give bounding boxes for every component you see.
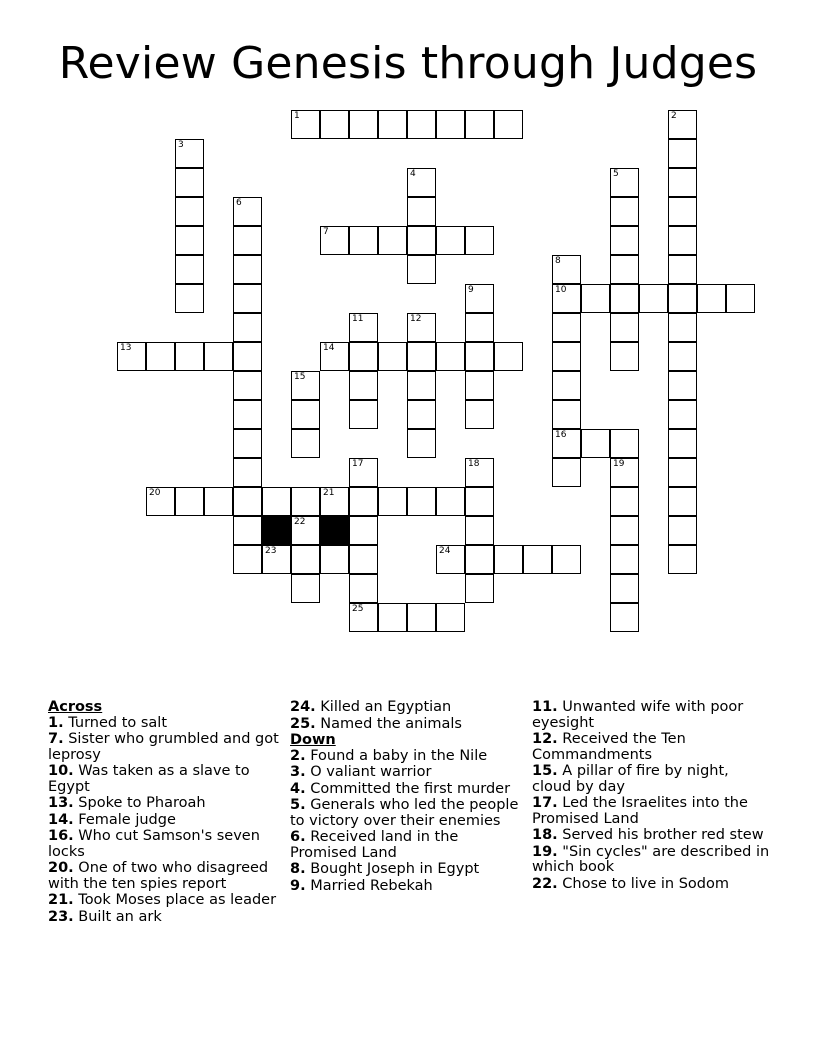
crossword-cell[interactable] bbox=[407, 342, 436, 371]
crossword-cell[interactable] bbox=[320, 110, 349, 139]
clue-item-text: Who cut Samson's seven locks bbox=[48, 828, 260, 860]
clue-number: 24 bbox=[439, 546, 451, 556]
crossword-cell[interactable] bbox=[436, 342, 465, 371]
crossword-cell[interactable] bbox=[407, 313, 436, 342]
crossword-cell[interactable] bbox=[349, 574, 378, 603]
crossword-cell[interactable] bbox=[349, 342, 378, 371]
clue-item-text: Married Rebekah bbox=[310, 877, 433, 894]
crossword-cell[interactable] bbox=[465, 516, 494, 545]
crossword-cell[interactable] bbox=[349, 516, 378, 545]
crossword-cell[interactable] bbox=[349, 487, 378, 516]
clue-item-text: Took Moses place as leader bbox=[78, 892, 277, 908]
clue-item-text: Served his brother red stew bbox=[562, 827, 764, 843]
crossword-cell[interactable] bbox=[349, 400, 378, 429]
crossword-cell[interactable] bbox=[204, 487, 233, 516]
clue-item-text: Spoke to Pharoah bbox=[78, 795, 206, 811]
crossword-cell[interactable] bbox=[204, 342, 233, 371]
clue-number: 22 bbox=[294, 517, 306, 527]
clue-item bbox=[290, 700, 522, 716]
crossword-cell[interactable] bbox=[262, 487, 291, 516]
crossword-cell[interactable] bbox=[668, 110, 697, 139]
clue-item-text: Chose to live in Sodom bbox=[562, 875, 730, 892]
clue-item-number: 20. bbox=[48, 860, 74, 876]
crossword-cell[interactable] bbox=[233, 284, 262, 313]
crossword-cell[interactable] bbox=[291, 110, 320, 139]
crossword-cell[interactable] bbox=[175, 197, 204, 226]
crossword-cell[interactable] bbox=[233, 313, 262, 342]
clue-item-text: Turned to salt bbox=[68, 714, 168, 731]
crossword-cell[interactable] bbox=[436, 603, 465, 632]
clue-number: 5 bbox=[613, 169, 619, 179]
crossword-cell[interactable] bbox=[494, 342, 523, 371]
crossword-cell[interactable] bbox=[552, 255, 581, 284]
crossword-cell[interactable] bbox=[349, 371, 378, 400]
clue-number: 25 bbox=[352, 604, 364, 614]
crossword-cell[interactable] bbox=[668, 458, 697, 487]
crossword-cell[interactable] bbox=[610, 603, 639, 632]
crossword-cell[interactable] bbox=[407, 255, 436, 284]
crossword-cell[interactable] bbox=[407, 603, 436, 632]
crossword-cell[interactable] bbox=[668, 197, 697, 226]
clue-item bbox=[290, 765, 522, 781]
crossword-cell[interactable] bbox=[175, 284, 204, 313]
clue-item-number: 21. bbox=[48, 892, 74, 908]
clue-item bbox=[48, 813, 280, 829]
crossword-cell[interactable] bbox=[436, 110, 465, 139]
clue-item-text: One of two who disagreed with the ten spies report bbox=[48, 860, 269, 892]
clue-item bbox=[48, 910, 280, 926]
crossword-cell[interactable] bbox=[610, 429, 639, 458]
crossword-cell[interactable] bbox=[320, 342, 349, 371]
clue-item-text: Led the Israelites into the Promised Land bbox=[532, 795, 748, 827]
crossword-cell[interactable] bbox=[668, 371, 697, 400]
clue-number: 13 bbox=[120, 343, 132, 353]
crossword-cell[interactable] bbox=[320, 487, 349, 516]
crossword-cell[interactable] bbox=[610, 168, 639, 197]
crossword-cell[interactable] bbox=[349, 313, 378, 342]
crossword-cell[interactable] bbox=[610, 574, 639, 603]
clue-item-text: "Sin cycles" are described in which book bbox=[532, 843, 770, 875]
crossword-cell[interactable] bbox=[175, 226, 204, 255]
crossword-cell[interactable] bbox=[349, 226, 378, 255]
crossword-cell[interactable] bbox=[291, 545, 320, 574]
clue-item-number: 12. bbox=[532, 731, 558, 747]
clue-item-number: 18. bbox=[532, 827, 558, 843]
clue-item-number: 24. bbox=[290, 699, 316, 715]
clue-column-2 bbox=[290, 700, 522, 895]
clue-item bbox=[290, 879, 522, 895]
across-heading: Across bbox=[48, 699, 103, 715]
clue-item-text: Generals who led the people to victory over their enemies bbox=[290, 797, 519, 829]
crossword-cell[interactable] bbox=[233, 226, 262, 255]
clue-number: 4 bbox=[410, 169, 416, 179]
crossword-cell[interactable] bbox=[552, 545, 581, 574]
crossword-cell[interactable] bbox=[233, 342, 262, 371]
clue-item-text: Sister who grumbled and got leprosy bbox=[48, 731, 279, 763]
crossword-cell[interactable] bbox=[146, 342, 175, 371]
clue-item bbox=[532, 764, 772, 795]
crossword-cell[interactable] bbox=[233, 516, 262, 545]
crossword-cell[interactable] bbox=[233, 371, 262, 400]
clue-item bbox=[48, 829, 280, 860]
clue-item bbox=[48, 732, 280, 763]
clue-item-text: A pillar of fire by night, cloud by day bbox=[532, 763, 729, 795]
crossword-cell[interactable] bbox=[436, 487, 465, 516]
crossword-cell[interactable] bbox=[639, 284, 668, 313]
clue-number: 19 bbox=[613, 459, 625, 469]
crossword-cell[interactable] bbox=[291, 487, 320, 516]
crossword-cell[interactable] bbox=[668, 313, 697, 342]
clue-number: 11 bbox=[352, 314, 364, 324]
crossword-cell[interactable] bbox=[407, 429, 436, 458]
crossword-cell[interactable] bbox=[552, 429, 581, 458]
crossword-cell[interactable] bbox=[407, 400, 436, 429]
clue-item bbox=[290, 798, 522, 829]
crossword-cell[interactable] bbox=[233, 458, 262, 487]
clue-number: 1 bbox=[294, 111, 300, 121]
clue-item-text: Found a baby in the Nile bbox=[310, 747, 488, 764]
crossword-cell[interactable] bbox=[407, 110, 436, 139]
clue-item-text: Built an ark bbox=[78, 908, 162, 925]
crossword-cell[interactable] bbox=[378, 226, 407, 255]
crossword-cell[interactable] bbox=[668, 516, 697, 545]
clue-item bbox=[532, 877, 772, 893]
crossword-cell[interactable] bbox=[610, 255, 639, 284]
crossword-cell[interactable] bbox=[668, 226, 697, 255]
crossword-cell[interactable] bbox=[175, 487, 204, 516]
clue-item-number: 13. bbox=[48, 795, 74, 811]
clue-item-number: 15. bbox=[532, 763, 558, 779]
crossword-cell[interactable] bbox=[407, 487, 436, 516]
clue-item-number: 7. bbox=[48, 731, 64, 747]
crossword-cell[interactable] bbox=[552, 284, 581, 313]
clue-item-number: 1. bbox=[48, 714, 64, 731]
black-cell bbox=[320, 516, 349, 545]
crossword-cell[interactable] bbox=[465, 487, 494, 516]
clue-number: 21 bbox=[323, 488, 335, 498]
crossword-cell[interactable] bbox=[668, 139, 697, 168]
crossword-cell[interactable] bbox=[436, 545, 465, 574]
clue-number: 12 bbox=[410, 314, 422, 324]
clue-number: 8 bbox=[555, 256, 561, 266]
crossword-cell[interactable] bbox=[378, 342, 407, 371]
clue-item-text: Was taken as a slave to Egypt bbox=[48, 763, 250, 795]
crossword-cell[interactable] bbox=[610, 545, 639, 574]
crossword-cell[interactable] bbox=[291, 371, 320, 400]
clue-item bbox=[48, 716, 280, 732]
clue-item bbox=[48, 796, 280, 812]
clue-item bbox=[290, 830, 522, 861]
crossword-cell[interactable] bbox=[668, 429, 697, 458]
clue-item bbox=[532, 828, 772, 844]
crossword-cell[interactable] bbox=[233, 197, 262, 226]
crossword-cell[interactable] bbox=[233, 545, 262, 574]
clue-item-number: 8. bbox=[290, 861, 306, 877]
crossword-cell[interactable] bbox=[552, 371, 581, 400]
crossword-cell[interactable] bbox=[668, 400, 697, 429]
clue-item-text: Unwanted wife with poor eyesight bbox=[532, 699, 744, 731]
clue-number: 23 bbox=[265, 546, 277, 556]
crossword-cell[interactable] bbox=[291, 574, 320, 603]
crossword-cell[interactable] bbox=[668, 284, 697, 313]
crossword-cell[interactable] bbox=[233, 487, 262, 516]
crossword-cell[interactable] bbox=[552, 342, 581, 371]
down-heading: Down bbox=[290, 732, 336, 748]
crossword-cell[interactable] bbox=[465, 342, 494, 371]
crossword-cell[interactable] bbox=[465, 574, 494, 603]
clue-item-number: 14. bbox=[48, 811, 74, 828]
crossword-cell[interactable] bbox=[610, 284, 639, 313]
crossword-cell[interactable] bbox=[494, 545, 523, 574]
clue-number: 16 bbox=[555, 430, 567, 440]
crossword-cell[interactable] bbox=[320, 226, 349, 255]
crossword-cell[interactable] bbox=[407, 197, 436, 226]
crossword-cell[interactable] bbox=[552, 458, 581, 487]
crossword-cell[interactable] bbox=[378, 487, 407, 516]
crossword-cell[interactable] bbox=[349, 110, 378, 139]
crossword-cell[interactable] bbox=[233, 255, 262, 284]
crossword-cell[interactable] bbox=[320, 545, 349, 574]
crossword-cell[interactable] bbox=[610, 226, 639, 255]
crossword-cell[interactable] bbox=[465, 110, 494, 139]
clue-number: 7 bbox=[323, 227, 329, 237]
clue-item-number: 16. bbox=[48, 828, 74, 844]
clue-number: 3 bbox=[178, 140, 184, 150]
clue-item-number: 2. bbox=[290, 747, 306, 764]
clue-item-number: 4. bbox=[290, 780, 306, 797]
crossword-cell[interactable] bbox=[291, 400, 320, 429]
crossword-cell[interactable] bbox=[668, 168, 697, 197]
crossword-cell[interactable] bbox=[407, 371, 436, 400]
crossword-cell[interactable] bbox=[581, 429, 610, 458]
crossword-cell[interactable] bbox=[349, 458, 378, 487]
crossword-cell[interactable] bbox=[436, 226, 465, 255]
clue-item bbox=[532, 732, 772, 763]
clue-item-number: 19. bbox=[532, 843, 558, 860]
clue-item-number: 25. bbox=[290, 715, 316, 732]
crossword-cell[interactable] bbox=[175, 168, 204, 197]
clue-number: 17 bbox=[352, 459, 364, 469]
crossword-cell[interactable] bbox=[668, 487, 697, 516]
crossword-cell[interactable] bbox=[465, 400, 494, 429]
clue-item-number: 9. bbox=[290, 877, 306, 894]
clue-number: 2 bbox=[671, 111, 677, 121]
crossword-cell[interactable] bbox=[465, 226, 494, 255]
page-title: Review Genesis through Judges bbox=[58, 38, 758, 89]
clue-item-number: 23. bbox=[48, 908, 74, 925]
crossword-cell[interactable] bbox=[465, 458, 494, 487]
crossword-cell[interactable] bbox=[175, 255, 204, 284]
crossword-cell[interactable] bbox=[610, 516, 639, 545]
crossword-cell[interactable] bbox=[465, 313, 494, 342]
clue-item-text: O valiant warrior bbox=[310, 764, 432, 780]
clue-item-text: Female judge bbox=[78, 811, 176, 828]
crossword-cell[interactable] bbox=[610, 197, 639, 226]
clue-number: 14 bbox=[323, 343, 335, 353]
crossword-cell[interactable] bbox=[668, 255, 697, 284]
black-cell bbox=[262, 516, 291, 545]
clue-number: 20 bbox=[149, 488, 161, 498]
crossword-cell[interactable] bbox=[523, 545, 552, 574]
crossword-cell[interactable] bbox=[117, 342, 146, 371]
clue-number: 10 bbox=[555, 285, 567, 295]
clue-item-text: Committed the first murder bbox=[310, 780, 511, 797]
crossword-cell[interactable] bbox=[668, 342, 697, 371]
crossword-cell[interactable] bbox=[291, 516, 320, 545]
clue-item-number: 22. bbox=[532, 875, 558, 892]
clue-item bbox=[48, 764, 280, 795]
clue-item-number: 17. bbox=[532, 795, 558, 811]
crossword-cell[interactable] bbox=[668, 545, 697, 574]
clue-item bbox=[290, 717, 522, 733]
clue-item-text: Killed an Egyptian bbox=[320, 699, 452, 715]
clue-item bbox=[48, 861, 280, 892]
clue-item bbox=[290, 782, 522, 798]
clue-number: 15 bbox=[294, 372, 306, 382]
crossword-cell[interactable] bbox=[349, 603, 378, 632]
crossword-cell[interactable] bbox=[465, 284, 494, 313]
crossword-cell[interactable] bbox=[378, 603, 407, 632]
crossword-cell[interactable] bbox=[726, 284, 755, 313]
clue-item bbox=[532, 796, 772, 827]
crossword-cell[interactable] bbox=[146, 487, 175, 516]
clue-item bbox=[290, 749, 522, 765]
crossword-cell[interactable] bbox=[494, 110, 523, 139]
clue-number: 6 bbox=[236, 198, 242, 208]
crossword-cell[interactable] bbox=[610, 313, 639, 342]
crossword-cell[interactable] bbox=[262, 545, 291, 574]
clue-item bbox=[532, 845, 772, 876]
clue-item bbox=[532, 700, 772, 731]
clue-item-number: 10. bbox=[48, 763, 74, 779]
clue-column-3 bbox=[532, 700, 772, 893]
clue-item bbox=[290, 862, 522, 878]
crossword-cell[interactable] bbox=[552, 400, 581, 429]
clue-item-number: 6. bbox=[290, 829, 306, 845]
crossword-cell[interactable] bbox=[175, 139, 204, 168]
crossword-cell[interactable] bbox=[407, 168, 436, 197]
crossword-cell[interactable] bbox=[291, 429, 320, 458]
clue-number: 18 bbox=[468, 459, 480, 469]
crossword-cell[interactable] bbox=[610, 458, 639, 487]
clue-item-text: Received the Ten Commandments bbox=[532, 731, 686, 763]
crossword-cell[interactable] bbox=[552, 313, 581, 342]
clue-column-1 bbox=[48, 700, 280, 926]
crossword-cell[interactable] bbox=[610, 487, 639, 516]
crossword-cell[interactable] bbox=[378, 110, 407, 139]
crossword-cell[interactable] bbox=[407, 226, 436, 255]
crossword-cell[interactable] bbox=[233, 429, 262, 458]
clue-item-text: Bought Joseph in Egypt bbox=[310, 861, 480, 877]
clue-item-text: Named the animals bbox=[320, 715, 462, 732]
clue-number: 9 bbox=[468, 285, 474, 295]
crossword-cell[interactable] bbox=[465, 371, 494, 400]
clue-item-number: 3. bbox=[290, 764, 306, 780]
crossword-cell[interactable] bbox=[465, 545, 494, 574]
crossword-cell[interactable] bbox=[697, 284, 726, 313]
crossword-cell[interactable] bbox=[581, 284, 610, 313]
clue-item bbox=[48, 893, 280, 909]
crossword-cell[interactable] bbox=[233, 400, 262, 429]
crossword-cell[interactable] bbox=[175, 342, 204, 371]
clue-item-number: 11. bbox=[532, 699, 558, 715]
crossword-cell[interactable] bbox=[610, 342, 639, 371]
crossword-cell[interactable] bbox=[349, 545, 378, 574]
clue-item-text: Received land in the Promised Land bbox=[290, 829, 459, 861]
clue-item-number: 5. bbox=[290, 797, 306, 813]
